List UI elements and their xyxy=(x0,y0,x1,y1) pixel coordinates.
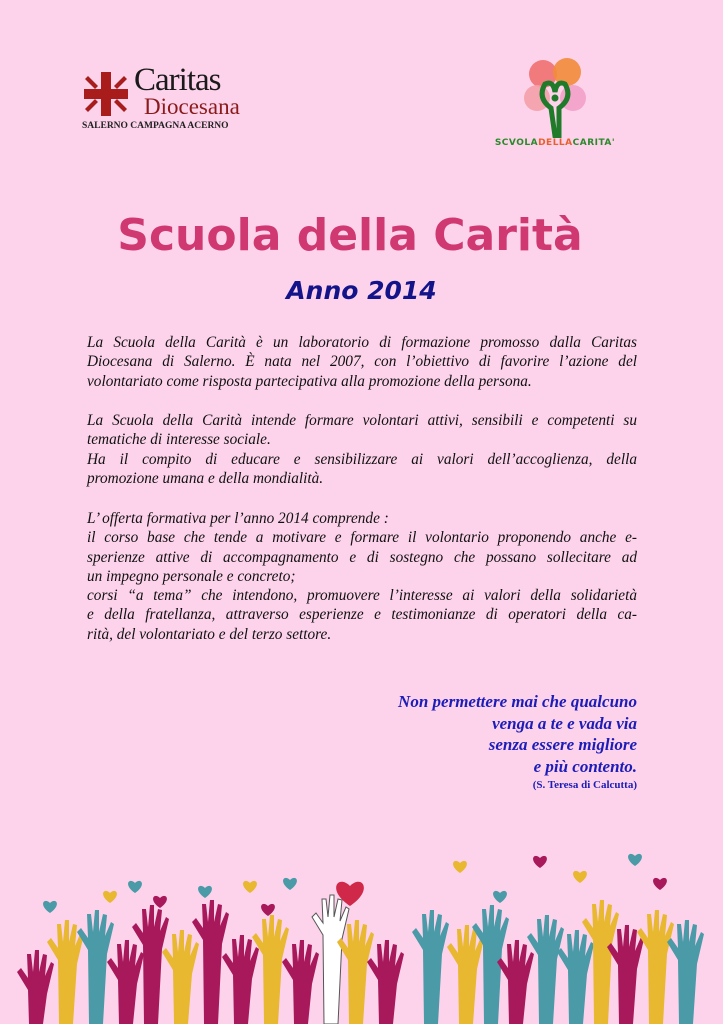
heart-icon xyxy=(198,886,212,898)
hand xyxy=(367,940,404,1024)
hand xyxy=(77,910,114,1024)
hand xyxy=(282,940,319,1024)
heart-icon xyxy=(243,881,257,893)
text-line: La Scuola della Carità intende formare volontari attivi, sensibili e competenti su xyxy=(87,412,637,429)
hand xyxy=(47,920,84,1024)
heart-tree-icon xyxy=(515,58,595,138)
page-title: Scuola della Carità xyxy=(117,210,583,261)
hand xyxy=(412,910,449,1024)
heart-icon xyxy=(103,891,117,903)
text-line: Ha il compito di educare e sensibilizzare ai valori dell’accoglienza, della xyxy=(87,450,637,468)
hand xyxy=(192,900,229,1024)
text-line: L’ offerta formativa per l’anno 2014 comprende : xyxy=(87,510,389,527)
hand xyxy=(107,940,144,1024)
paragraph-offer xyxy=(87,509,637,644)
caritas-name: Caritas xyxy=(134,62,221,98)
heart-icon xyxy=(533,856,547,868)
text-line: il corso base che tende a motivare e formare il volontario proponendo anche e- xyxy=(87,529,637,547)
hand xyxy=(447,925,484,1024)
text-line: corsi “a tema” che intendono, promuovere l’interesse ai valori della solidarietà xyxy=(87,587,637,605)
heart-icon xyxy=(493,891,507,903)
heart-icon xyxy=(453,861,467,873)
text-line: sperienze attive di accompagnamento e di sostegno che possano sollecitare ad xyxy=(87,548,637,566)
quote-line: Non permettere mai che qualcuno xyxy=(398,692,637,711)
hand xyxy=(637,910,674,1024)
text-line: tematiche di interesse sociale. xyxy=(87,431,271,449)
caritas-subtitle: Diocesana xyxy=(144,94,240,119)
scuola-logo-text: SCVOLADELLACARITA' xyxy=(494,138,616,148)
hand xyxy=(527,915,564,1024)
scuola-logo xyxy=(485,58,625,158)
text-line: Diocesana di Salerno. È nata nel 2007, con l’obiettivo di favorire l’azione del xyxy=(87,353,637,371)
quote-author: (S. Teresa di Calcutta) xyxy=(532,779,637,791)
hand xyxy=(162,930,199,1024)
hand xyxy=(667,920,704,1024)
caritas-cross-icon xyxy=(82,70,130,118)
raised-hands-illustration xyxy=(0,820,723,1024)
heart-icon xyxy=(261,904,275,916)
hand xyxy=(557,930,594,1024)
caritas-place: SALERNO CAMPAGNA ACERNO xyxy=(82,121,229,131)
hand xyxy=(497,940,534,1024)
heart-icon xyxy=(573,871,587,883)
quote-line: venga a te e vada via xyxy=(492,713,637,733)
quote-line: senza essere migliore xyxy=(488,735,637,754)
heart-icon xyxy=(153,896,167,908)
heart-icon xyxy=(283,878,297,890)
paragraph-intro xyxy=(87,333,637,391)
caritas-logo xyxy=(82,62,242,138)
text-line: volontariato come risposta partecipativa alla promozione della persona. xyxy=(87,372,532,390)
quote xyxy=(398,691,637,793)
text-line: promozione umana e della mondialità. xyxy=(87,469,324,487)
paragraph-aims xyxy=(87,411,637,488)
quote-line: e più contento. xyxy=(533,756,637,776)
heart-icon xyxy=(653,878,667,890)
year-subtitle: Anno 2014 xyxy=(286,276,437,305)
heart-icon xyxy=(128,881,142,893)
heart-icon xyxy=(628,854,642,866)
text-line: e della fratellanza, attraverso esperienze e testimonianze di operatori della ca- xyxy=(87,606,637,624)
text-line: rità, del volontariato e del terzo settore. xyxy=(87,625,332,643)
hand xyxy=(222,935,259,1024)
heart-icon xyxy=(43,901,57,913)
hand xyxy=(17,950,54,1024)
hand xyxy=(252,915,289,1024)
text-line: La Scuola della Carità è un laboratorio di formazione promosso dalla Caritas xyxy=(87,334,637,351)
text-line: un impegno personale e concreto; xyxy=(87,567,296,585)
